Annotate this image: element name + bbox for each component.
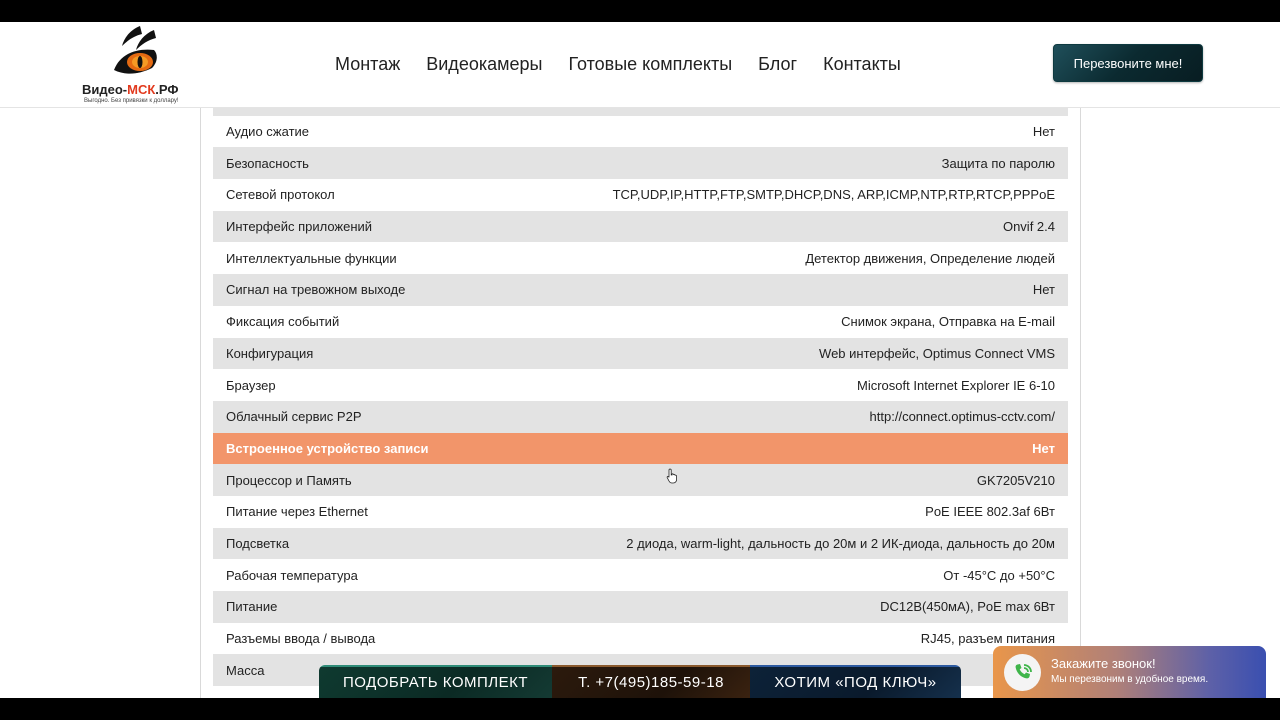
table-row (213, 147, 1068, 179)
spec-label: Рабочая температура (226, 567, 358, 583)
spec-label: Фиксация событий (226, 314, 340, 330)
pick-kit-button[interactable]: ПОДОБРАТЬ КОМПЛЕКТ (319, 665, 552, 698)
table-row (213, 116, 1068, 148)
nav-item-montage[interactable]: Монтаж (335, 54, 401, 74)
hand-cursor-icon (666, 468, 678, 484)
tiger-eye-logo-icon (110, 24, 162, 82)
spec-value: http://connect.optimus-cctv.com/ (869, 409, 1055, 425)
bottom-action-bar (319, 665, 961, 698)
callback-title: Закажите звонок! (1051, 656, 1156, 671)
table-row (213, 338, 1068, 370)
spec-value: Web интерфейс, Optimus Connect VMS (819, 345, 1055, 361)
table-row (213, 496, 1068, 528)
nav-item-kits[interactable]: Готовые комплекты (568, 54, 733, 74)
logo-title: Видео-МСК.РФ (82, 82, 179, 97)
table-row (213, 274, 1068, 306)
table-row (213, 306, 1068, 338)
site-header (0, 22, 1280, 108)
spec-label: Браузер (226, 377, 276, 393)
table-row (213, 591, 1068, 623)
spec-value: Детектор движения, Определение людей (805, 250, 1055, 266)
spec-label: Сетевой протокол (226, 187, 335, 203)
spec-value: GK7205V210 (976, 472, 1055, 488)
turnkey-button[interactable]: ХОТИМ «ПОД КЛЮЧ» (750, 665, 961, 698)
logo-tagline: Выгодно. Без привязки к доллару! (84, 98, 179, 104)
table-row (213, 401, 1068, 433)
spec-value: Нет (1032, 282, 1055, 298)
spec-value: Нет (1032, 440, 1055, 456)
table-row-highlighted[interactable] (213, 433, 1068, 465)
spec-label: Масса (226, 662, 265, 678)
phone-button[interactable]: Т. +7(495)185-59-18 (552, 665, 750, 698)
spec-label: Интерфейс приложений (226, 219, 373, 235)
spec-value: Onvif 2.4 (1002, 219, 1055, 235)
spec-value: Защита по паролю (941, 155, 1055, 171)
spec-table (213, 84, 1068, 686)
spec-label: Подсветка (226, 535, 290, 551)
spec-label: Облачный сервис P2P (226, 409, 362, 425)
spec-label: Разъемы ввода / вывода (226, 631, 376, 647)
table-row (213, 528, 1068, 560)
table-row (213, 179, 1068, 211)
spec-label: Питание через Ethernet (226, 504, 368, 520)
phone-icon (1004, 654, 1041, 691)
spec-label: Встроенное устройство записи (226, 440, 429, 456)
spec-label: Конфигурация (226, 345, 314, 361)
spec-label: Сигнал на тревожном выходе (226, 282, 406, 298)
spec-value: DC12В(450мА), PoE max 6Вт (880, 599, 1055, 615)
table-row (213, 369, 1068, 401)
table-row (213, 211, 1068, 243)
spec-value: Снимок экрана, Отправка на E-mail (841, 314, 1055, 330)
logo[interactable] (80, 24, 190, 106)
nav-item-cameras[interactable]: Видеокамеры (426, 54, 543, 74)
spec-value: От -45°C до +50°C (943, 567, 1055, 583)
table-row (213, 623, 1068, 655)
spec-label: Безопасность (226, 155, 309, 171)
table-row (213, 559, 1068, 591)
spec-label: Питание (226, 599, 278, 615)
callback-subtitle: Мы перезвоним в удобное время. (1051, 674, 1209, 685)
page (0, 22, 1280, 698)
nav-item-contacts[interactable]: Контакты (823, 54, 901, 74)
content-area (200, 92, 1081, 698)
spec-value: Microsoft Internet Explorer IE 6-10 (857, 377, 1055, 393)
spec-value: Нет (1032, 124, 1055, 140)
main-nav (335, 54, 901, 75)
callback-widget[interactable] (993, 646, 1266, 698)
nav-item-blog[interactable]: Блог (758, 54, 798, 74)
spec-label: Интеллектуальные функции (226, 250, 397, 266)
table-row (213, 464, 1068, 496)
spec-label: Процессор и Память (226, 472, 352, 488)
spec-value: RJ45, разъем питания (920, 631, 1055, 647)
spec-label: Аудио сжатие (226, 124, 310, 140)
spec-value: TCP,UDP,IP,HTTP,FTP,SMTP,DHCP,DNS, ARP,ICMP,NTP,RTP,RTCP,PPPoE (612, 187, 1055, 203)
callback-request-button[interactable]: Перезвоните мне! (1053, 44, 1203, 82)
spec-value: PoE IEEE 802.3af 6Вт (925, 504, 1055, 520)
spec-value: 2 диода, warm-light, дальность до 20м и 2 ИК-диода, дальность до 20м (626, 535, 1055, 551)
table-row (213, 242, 1068, 274)
